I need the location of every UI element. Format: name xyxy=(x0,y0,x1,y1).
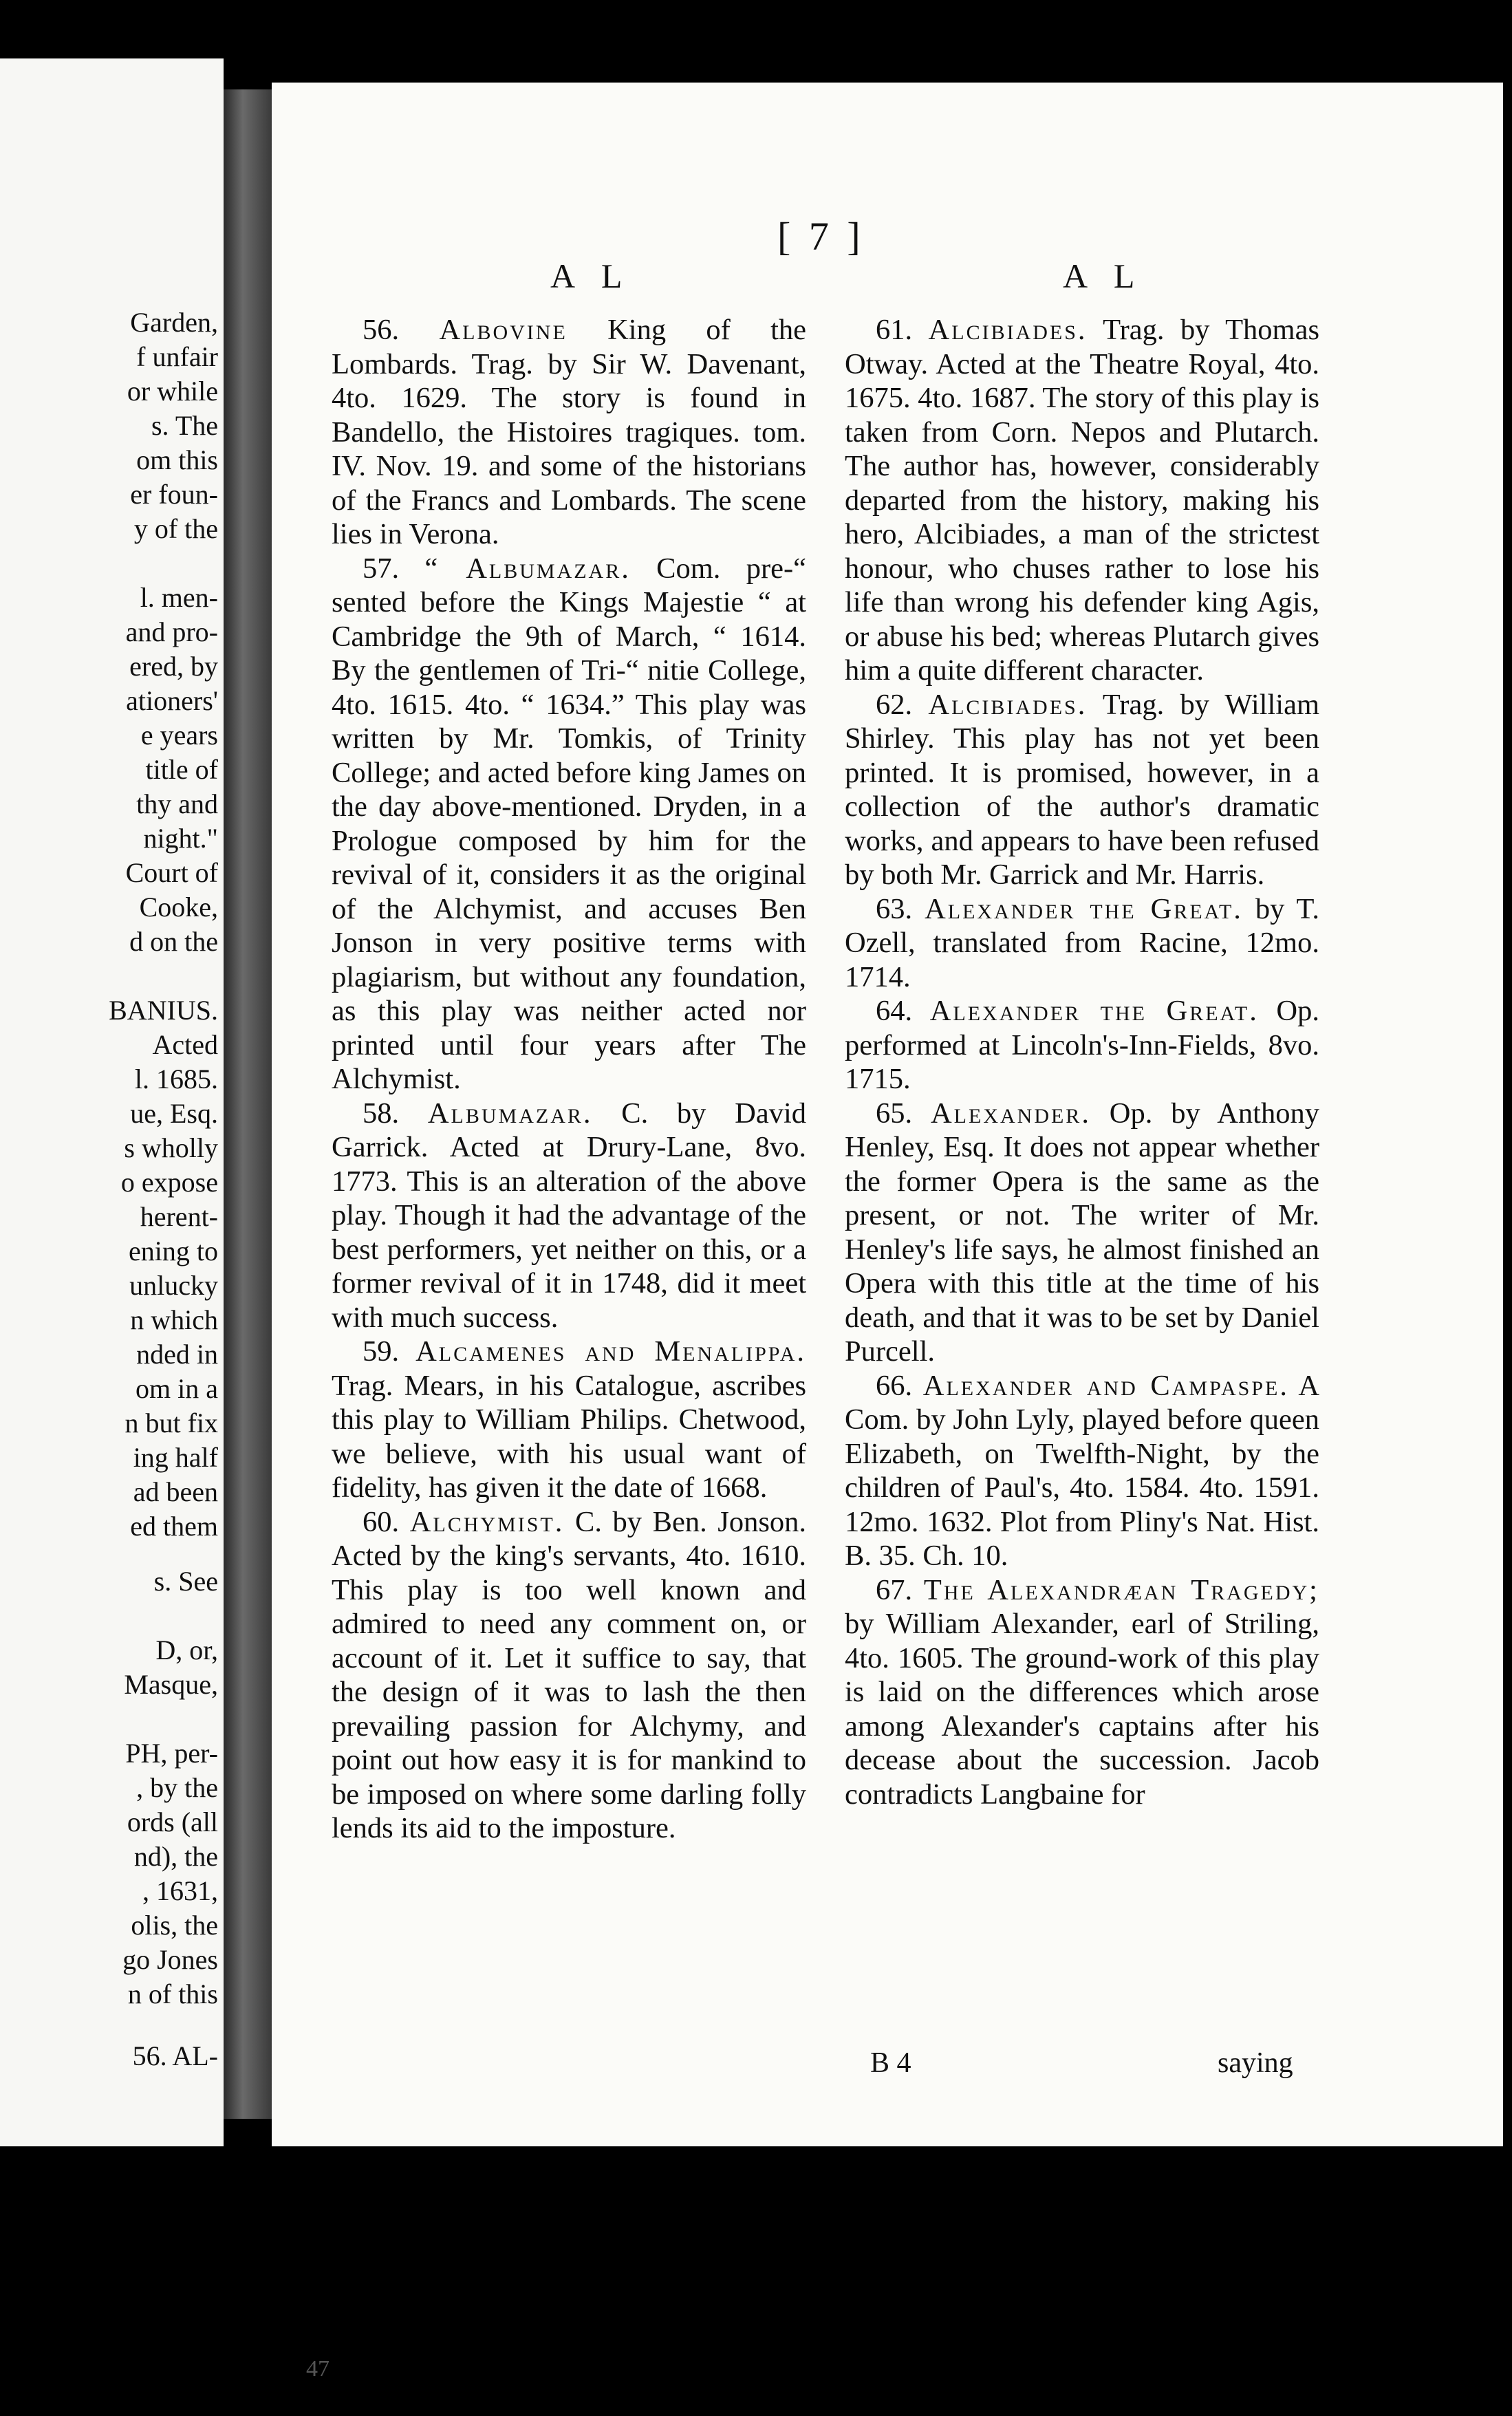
entry-number: 58. xyxy=(363,1097,400,1130)
catalogue-entry xyxy=(332,1335,806,1505)
facing-page-line: and pro- xyxy=(125,616,218,647)
marginal-mark: 47 xyxy=(306,2356,330,2382)
entry-title: Alcibiades. xyxy=(928,314,1088,346)
entry-title: Alexander. xyxy=(930,1097,1091,1130)
facing-page-line: Cooke, xyxy=(139,892,218,923)
facing-page-line: , 1631, xyxy=(142,1875,218,1906)
facing-page-line: 56. AL- xyxy=(132,2040,218,2071)
facing-page-line: ed them xyxy=(130,1511,218,1542)
catchword: saying xyxy=(1218,2047,1293,2079)
facing-page-line: or while xyxy=(127,376,218,407)
catalogue-entry xyxy=(332,313,806,552)
entry-title: Albovine xyxy=(439,314,568,346)
entry-number: 64. xyxy=(876,995,913,1027)
entry-text: Trag. by Thomas Otway. Acted at the Theatre Royal, 4to. 1675. 4to. 1687. The story of this play is taken from Corn. Nepos and Plutarch. The author has, however, considerably departed from the history, making his hero, Alcibiades, a man of the strictest honour, who chuses rather to lose his life than wrong his defender king Agis, or abuse his bed; whereas Plutarch gives him a quite different character. xyxy=(845,314,1320,687)
facing-page-line: f unfair xyxy=(136,341,218,372)
facing-page-line: olis, the xyxy=(131,1910,218,1941)
facing-page-line: e years xyxy=(140,720,218,751)
facing-page-line: n but fix xyxy=(125,1407,218,1438)
running-head-left: A L xyxy=(550,257,632,295)
facing-page-line: go Jones xyxy=(122,1944,218,1975)
entry-text: Trag. Mears, in his Catalogue, ascribes this play to William Philips. Chetwood, we believe, with his usual want of fidelity, has given it the date of 1668. xyxy=(332,1369,806,1504)
entry-title: Alexander the Great. xyxy=(929,995,1259,1027)
facing-page-line: D, or, xyxy=(155,1635,218,1665)
facing-page-line: l. 1685. xyxy=(134,1064,218,1094)
entry-title: Alexander and Campaspe. xyxy=(922,1369,1290,1402)
catalogue-entry xyxy=(332,1097,806,1335)
running-head-right: A L xyxy=(1063,257,1145,295)
facing-page-line: ad been xyxy=(133,1476,218,1507)
facing-page-line: s. The xyxy=(151,410,218,441)
facing-page-line: o expose xyxy=(120,1167,218,1198)
entry-text: by T. Ozell, translated from Racine, 12mo. 1714. xyxy=(845,892,1319,993)
catalogue-entry xyxy=(332,1505,806,1846)
catalogue-entry xyxy=(332,552,806,1097)
facing-page-line: Court of xyxy=(125,857,218,888)
right-column xyxy=(845,313,1319,1811)
entry-title: Alcibiades. xyxy=(928,688,1088,721)
book-gutter xyxy=(224,89,272,2119)
entry-number: 57. xyxy=(363,552,400,585)
facing-page-line: s wholly xyxy=(124,1132,218,1163)
catalogue-entry xyxy=(845,994,1319,1097)
signature-mark: B 4 xyxy=(870,2047,911,2079)
entry-number: 63. xyxy=(876,892,913,925)
catalogue-entry xyxy=(845,688,1319,892)
entry-title: Alchymist. xyxy=(409,1505,565,1538)
facing-page-line: nd), the xyxy=(133,1841,218,1872)
page-number: [ 7 ] xyxy=(777,214,865,259)
facing-page-line: om in a xyxy=(136,1373,218,1404)
facing-page-line: l. men- xyxy=(140,582,218,613)
catalogue-entry xyxy=(845,313,1319,688)
left-column xyxy=(332,313,806,1846)
facing-page-fragment xyxy=(0,58,224,2146)
entry-number: 67. xyxy=(876,1573,913,1606)
entry-text: C. by David Garrick. Acted at Drury-Lane, 8vo. 1773. This is an alteration of the above play. Though it had the advantage of the best performers, yet neither on this, or a former revival of it in 1748, did it meet with much success. xyxy=(332,1097,806,1334)
facing-page-line: , by the xyxy=(136,1772,218,1803)
facing-page-line: Masque, xyxy=(124,1669,218,1700)
facing-page-line: ening to xyxy=(129,1236,218,1266)
facing-page-line: ered, by xyxy=(129,651,218,682)
entry-number: 66. xyxy=(876,1369,913,1402)
facing-page-line: er foun- xyxy=(130,479,218,510)
facing-page-line: s. See xyxy=(153,1566,218,1597)
entry-number: 61. xyxy=(876,314,913,346)
entry-title: Alexander the Great. xyxy=(925,892,1243,925)
facing-page-line: BANIUS. xyxy=(109,995,218,1026)
facing-page-line: ationers' xyxy=(126,685,218,716)
entry-text: Op. performed at Lincoln's-Inn-Fields, 8vo. 1715. xyxy=(845,995,1319,1095)
entry-text: C. by Ben. Jonson. Acted by the king's servants, 4to. 1610. This play is too well known and admired to need any comment on, or account of it. Let it suffice to say, that the design of it was to lash the then prevailing passion for Alchymy, and point out how easy it is for mankind to be imposed on where some darling folly lends its aid to the imposture. xyxy=(332,1505,807,1844)
facing-page-line: night." xyxy=(143,823,218,854)
facing-page-line: ue, Esq. xyxy=(130,1098,218,1129)
facing-page-line: ing half xyxy=(133,1442,218,1473)
entry-number: 59. xyxy=(363,1335,400,1368)
catalogue-entry xyxy=(845,892,1319,995)
entry-title: Alcamenes and Menalippa. xyxy=(415,1335,807,1368)
entry-number: 65. xyxy=(876,1097,913,1130)
facing-page-line: d on the xyxy=(129,926,218,957)
catalogue-entry xyxy=(845,1097,1319,1369)
facing-page-line: om this xyxy=(136,444,218,475)
facing-page-line: Garden, xyxy=(130,307,218,338)
facing-page-line: title of xyxy=(145,754,218,785)
entry-number: 62. xyxy=(876,688,913,721)
catalogue-entry xyxy=(845,1573,1319,1812)
entry-number: 60. xyxy=(363,1505,400,1538)
entry-text: Com. pre-“ sented before the Kings Majestie “ at Cambridge the 9th of March, “ 1614. By the gentlemen of Tri-“ nitie College, 4to. 1615. 4to. “ 1634.” This play was written by Mr. Tomkis, of Trinity College; and acted before king James on the day above-mentioned. Dryden, in a Prologue composed by him for the revival of it, considers it as the original of the Alchymist, and accuses Ben Jonson in very positive terms with plagiarism, but without any foundation, as this play was neither acted nor printed until four years after The Alchymist. xyxy=(332,552,806,1095)
entry-text: by William Alexander, earl of Striling, 4to. 1605. The ground-work of this play is laid on the differences which arose among Alexander's captains after his decease about the succession. Jacob contradicts Langbaine for xyxy=(845,1608,1319,1811)
entry-title: Albumazar. xyxy=(427,1097,593,1130)
facing-page-line: thy and xyxy=(136,788,218,819)
facing-page-line: y of the xyxy=(133,513,218,544)
entry-text: A Com. by John Lyly, played before queen Elizabeth, on Twelfth-Night, by the children of Paul's, 4to. 1584. 4to. 1591. 12mo. 1632. Plot from Pliny's Nat. Hist. B. 35. Ch. 10. xyxy=(845,1369,1320,1572)
entry-title: “ Albumazar. xyxy=(424,552,631,585)
entry-text: Op. by Anthony Henley, Esq. It does not appear whether the former Opera is the same as the present, or not. The writer of Mr. Henley's life says, he almost finished an Opera with this title at the time of his death, and that it was to be set by Daniel Purcell. xyxy=(845,1097,1319,1368)
entry-text: King of the Lombards. Trag. by Sir W. Davenant, 4to. 1629. The story is found in Bandello, the Histoires tragiques. tom. IV. Nov. 19. and some of the historians of the Francs and Lombards. The scene lies in Verona. xyxy=(332,314,807,550)
facing-page-line: ords (all xyxy=(127,1806,218,1837)
facing-page-line: herent- xyxy=(140,1201,218,1232)
facing-page-line: nded in xyxy=(136,1339,218,1370)
facing-page-line: PH, per- xyxy=(125,1738,218,1769)
entry-title: The Alexandræan Tragedy; xyxy=(923,1573,1319,1606)
entry-number: 56. xyxy=(363,314,400,346)
facing-page-line: unlucky xyxy=(129,1270,218,1301)
catalogue-entry xyxy=(845,1369,1319,1573)
facing-page-line: n which xyxy=(130,1304,218,1335)
entry-text: Trag. by William Shirley. This play has not yet been printed. It is promised, however, in a collection of the author's dramatic works, and appears to have been refused by both Mr. Garrick and Mr. Harris. xyxy=(845,688,1319,891)
facing-page-line: n of this xyxy=(127,1978,218,2009)
facing-page-line: Acted xyxy=(152,1029,218,1060)
